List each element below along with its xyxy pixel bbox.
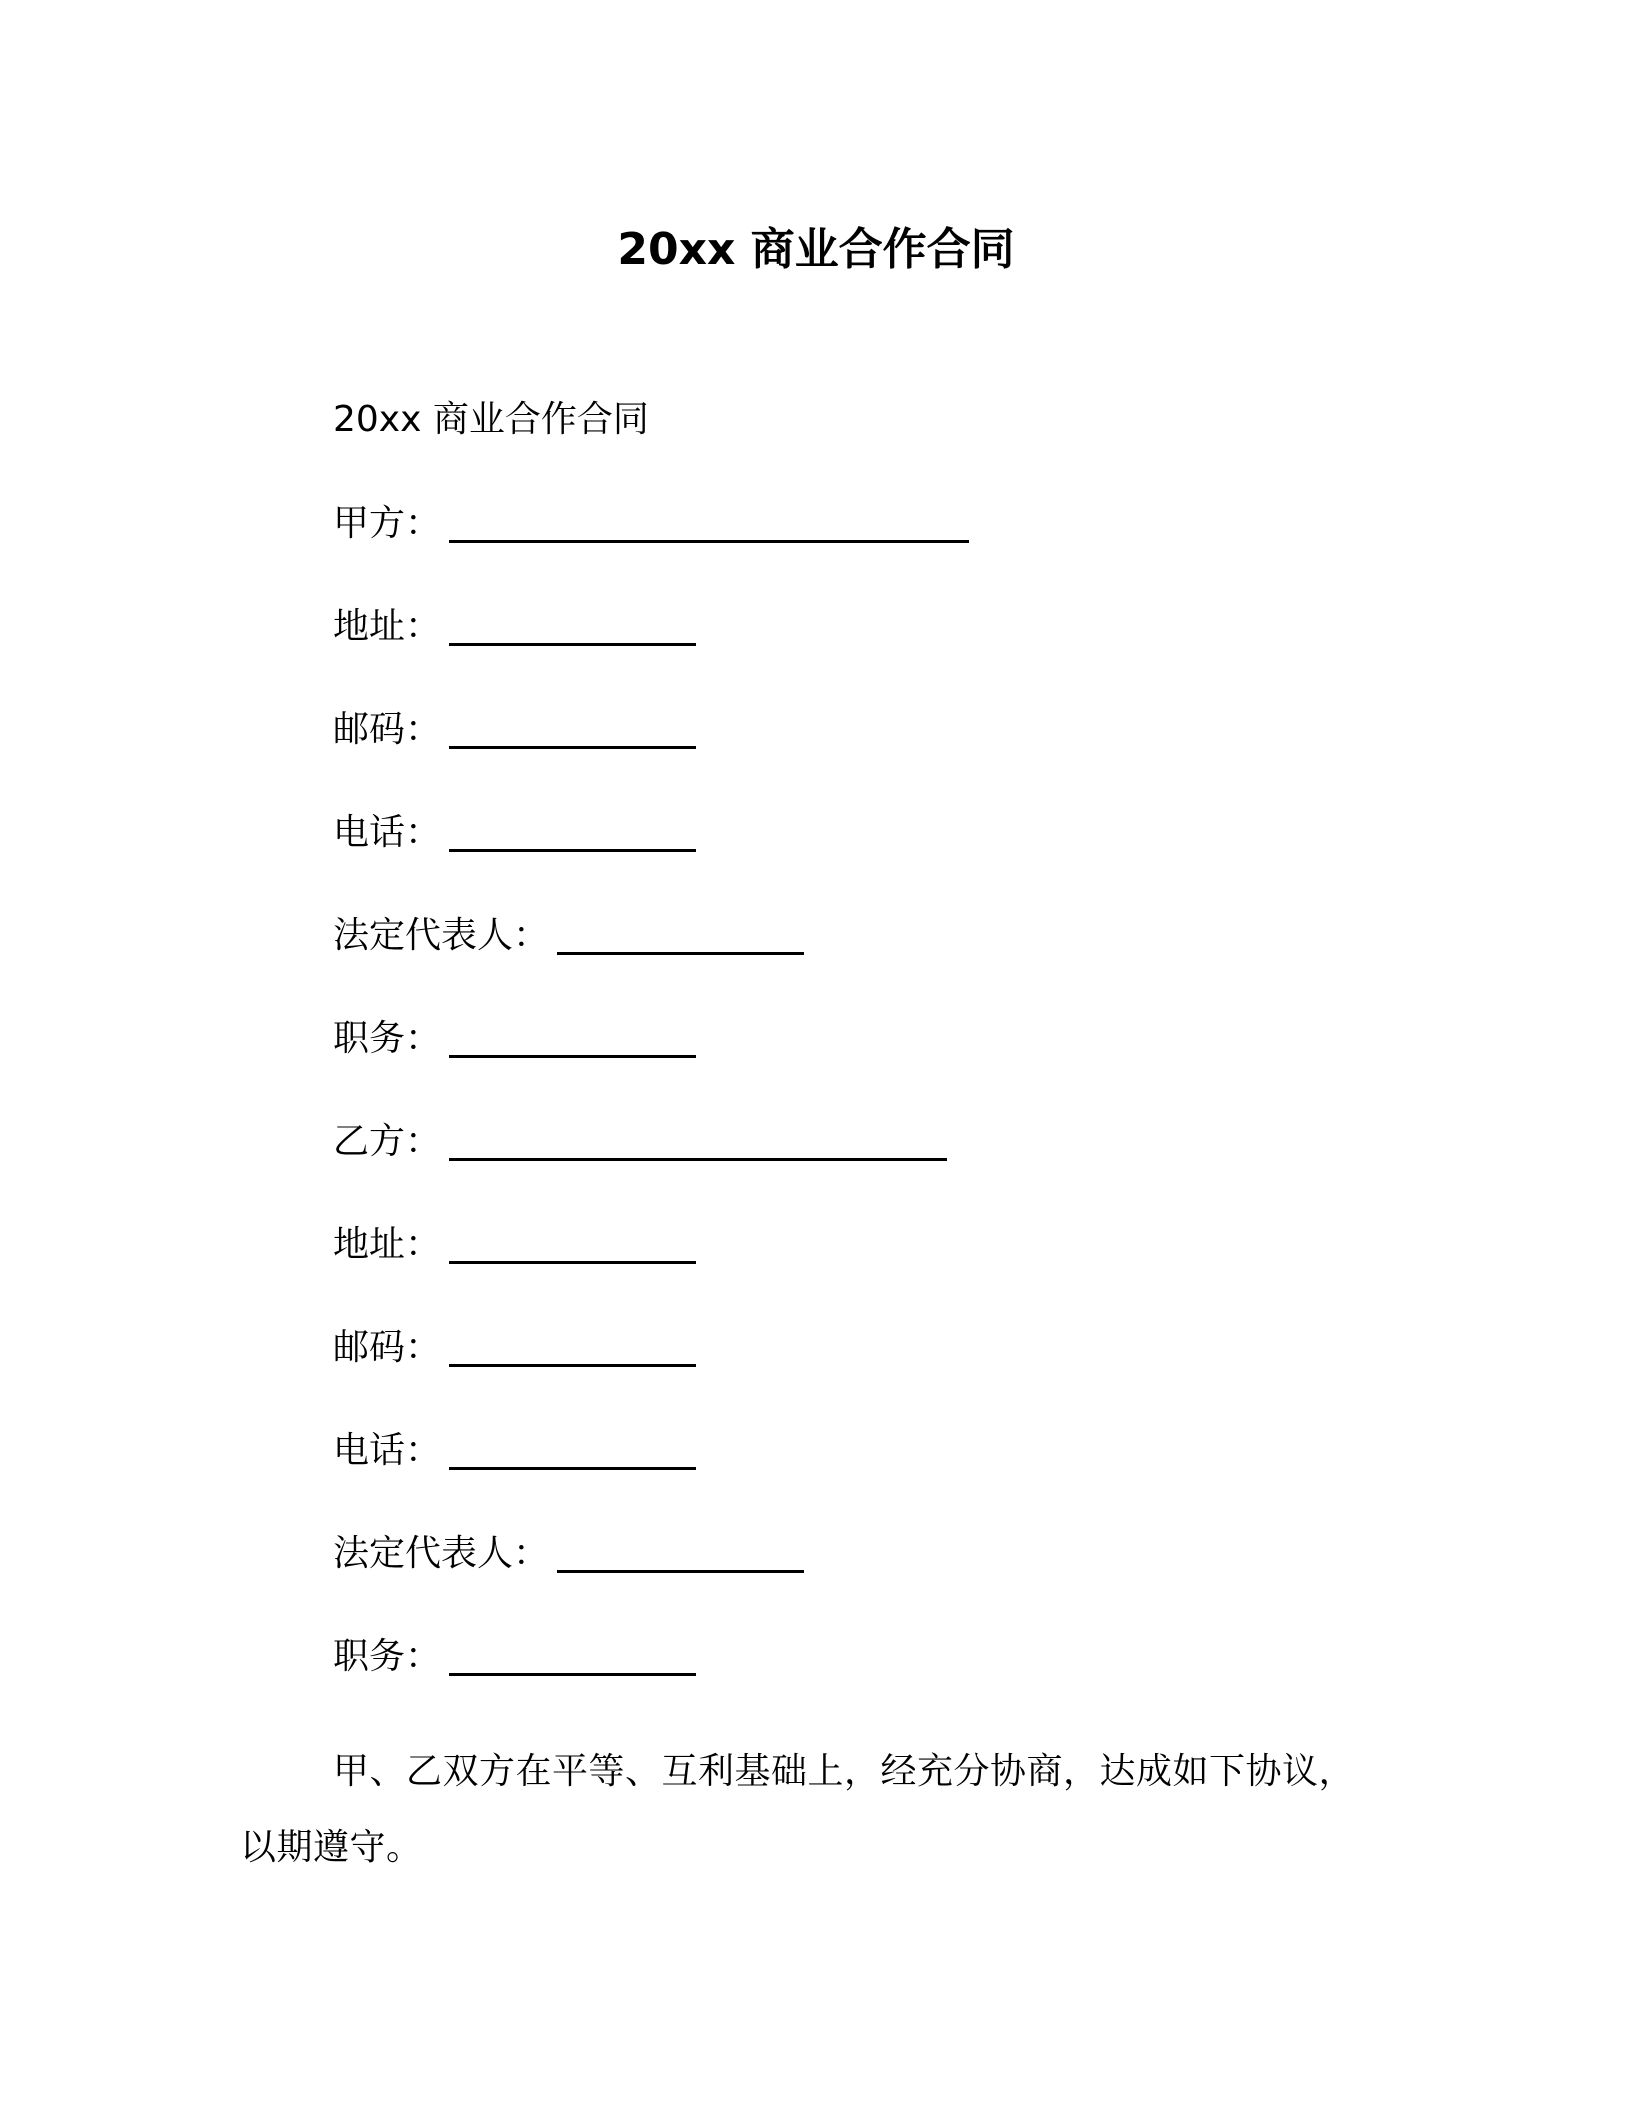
party-a-zip-field <box>333 706 1433 809</box>
document-title: 20xx 商业合作合同 <box>617 224 1015 275</box>
party-b-zip-blank[interactable] <box>449 1324 696 1367</box>
party-b-name-field <box>333 1118 1433 1221</box>
party-b-position-field <box>333 1633 1433 1736</box>
party-b-phone-blank[interactable] <box>449 1427 696 1470</box>
party-a-address-blank[interactable] <box>449 603 696 646</box>
party-a-rep-label: 法定代表人： <box>333 915 550 956</box>
party-a-position-label: 职务： <box>333 1018 442 1059</box>
party-a-name-label: 甲方： <box>333 503 442 544</box>
document-subtitle: 20xx 商业合作合同 <box>333 399 649 440</box>
party-a-name-field <box>333 500 1433 603</box>
party-b-zip-label: 邮码： <box>333 1327 442 1368</box>
party-b-position-label: 职务： <box>333 1636 442 1677</box>
party-a-zip-label: 邮码： <box>333 709 442 750</box>
party-a-phone-label: 电话： <box>333 812 442 853</box>
party-b-phone-field <box>333 1427 1433 1530</box>
party-b-address-blank[interactable] <box>449 1221 696 1264</box>
party-a-phone-blank[interactable] <box>449 809 696 852</box>
party-a-position-blank[interactable] <box>449 1015 696 1058</box>
party-b-rep-field <box>333 1530 1433 1633</box>
party-b-name-label: 乙方： <box>333 1121 442 1162</box>
party-a-rep-blank[interactable] <box>557 912 804 955</box>
party-a-name-blank[interactable] <box>449 500 969 543</box>
intro-paragraph: 甲、乙双方在平等、互利基础上，经充分协商，达成如下协议，以期遵守。 <box>240 1751 1356 1868</box>
party-b-phone-label: 电话： <box>333 1430 442 1471</box>
party-a-address-label: 地址： <box>333 606 442 647</box>
party-b-address-field <box>333 1221 1433 1324</box>
party-a-position-field <box>333 1015 1433 1118</box>
party-a-address-field <box>333 603 1433 706</box>
party-b-rep-blank[interactable] <box>557 1530 804 1573</box>
party-b-position-blank[interactable] <box>449 1633 696 1676</box>
party-a-rep-field <box>333 912 1433 1015</box>
party-b-zip-field <box>333 1324 1433 1427</box>
party-b-name-blank[interactable] <box>449 1118 947 1161</box>
party-b-rep-label: 法定代表人： <box>333 1533 550 1574</box>
party-fields <box>333 500 1433 1736</box>
party-a-phone-field <box>333 809 1433 912</box>
party-a-zip-blank[interactable] <box>449 706 696 749</box>
party-b-address-label: 地址： <box>333 1224 442 1265</box>
